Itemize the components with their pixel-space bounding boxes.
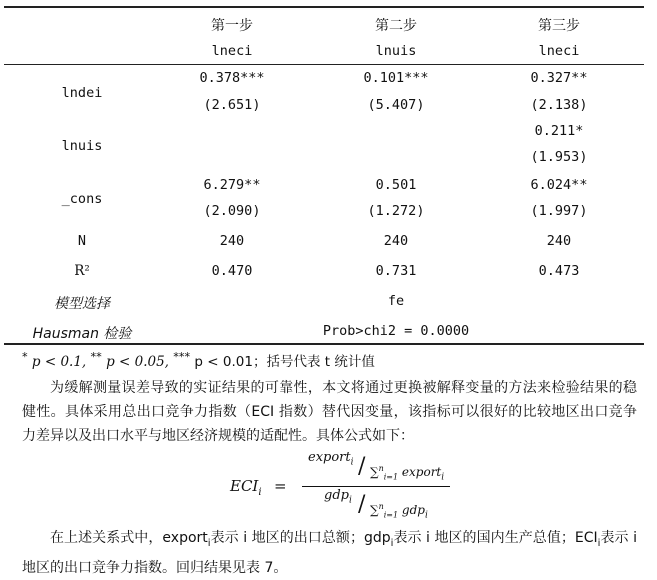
para2-part-d: 表示 i 地区的出口竞争力指数。回归结果见表 7。 — [22, 530, 637, 576]
formula-den-bottom: ∑$^n_{i=1}$ gdp$_i$ — [370, 502, 428, 521]
para2-sub-3: i — [597, 537, 601, 549]
formula-den-top: gdp$_i$ — [324, 488, 352, 506]
r2-1: 0.470 — [211, 263, 253, 279]
se-cons-2: (1.272) — [367, 203, 425, 219]
header-var-3: lneci — [538, 43, 580, 59]
model-value: fe — [387, 293, 405, 309]
row-label-model: 模型选择 — [54, 296, 110, 312]
table-top-rule — [4, 6, 644, 8]
formula-num-top: export$_i$ — [308, 450, 354, 468]
row-label-n: N — [77, 233, 87, 249]
header-var-2: lnuis — [375, 43, 417, 59]
r2-3: 0.473 — [538, 263, 580, 279]
header-var-1: lneci — [211, 43, 253, 59]
para2-part-a: 在上述关系式中，export — [50, 530, 208, 546]
coef-lndei-1: 0.378*** — [199, 70, 265, 86]
row-label-lnuis: lnuis — [61, 138, 103, 154]
table-header-rule — [4, 64, 644, 65]
note-star-1: * — [22, 350, 28, 364]
coef-lndei-2: 0.101*** — [363, 70, 429, 86]
coef-cons-2: 0.501 — [375, 177, 417, 193]
se-lndei-3: (2.138) — [530, 97, 588, 113]
paragraph-1: 为缓解测量误差导致的实证结果的可靠性，本文将通过更换被解释变量的方法来检验结果的稳健性。具体采用总出口竞争力指数（ECI 指数）替代因变量，该指标可以很好的比较地区出口竞争力差异以及出口水平与地区经济规模的适配性。具体公式如下： — [22, 380, 637, 444]
para2-sub-2: i — [390, 537, 394, 549]
hausman-value: Prob>chi2 = 0.0000 — [322, 323, 470, 339]
coef-lndei-3: 0.327** — [530, 70, 588, 86]
formula-eq: = — [274, 477, 287, 495]
eci-formula — [230, 452, 450, 522]
header-step-1: 第一步 — [211, 18, 253, 34]
note-p3: p < 0.01；括号代表 t 统计值 — [194, 354, 375, 370]
paragraph-2 — [22, 526, 637, 580]
row-label-hausman: Hausman 检验 — [32, 326, 132, 342]
note-p1: p < 0.1, — [31, 354, 87, 370]
row-label-cons: _cons — [61, 191, 103, 207]
note-star-3: *** — [173, 350, 191, 364]
formula-fraction-bar — [302, 486, 450, 487]
note-star-2: ** — [90, 350, 102, 364]
coef-cons-3: 6.024** — [530, 177, 588, 193]
note-p2: p < 0.05, — [106, 354, 169, 370]
header-step-3: 第三步 — [538, 18, 580, 34]
table-bottom-rule — [4, 343, 644, 345]
n-3: 240 — [546, 233, 572, 249]
se-lnuis-3: (1.953) — [530, 149, 588, 165]
formula-den-slash: / — [358, 492, 366, 517]
r2-2: 0.731 — [375, 263, 417, 279]
n-2: 240 — [383, 233, 409, 249]
formula-lhs: $ECI_i$ — [230, 477, 262, 498]
n-1: 240 — [219, 233, 245, 249]
coef-cons-1: 6.279** — [203, 177, 261, 193]
formula-num-bottom: ∑$^n_{i=1}$ export$_i$ — [370, 464, 445, 483]
para2-part-c: 表示 i 地区的国内生产总值；ECI — [393, 530, 598, 546]
se-cons-3: (1.997) — [530, 203, 588, 219]
se-lndei-1: (2.651) — [203, 97, 261, 113]
table-note — [22, 350, 375, 370]
para2-sub-1: i — [207, 537, 211, 549]
para2-part-b: 表示 i 地区的出口总额；gdp — [210, 530, 391, 546]
formula-num-slash: / — [358, 454, 366, 479]
se-cons-1: (2.090) — [203, 203, 261, 219]
header-step-2: 第二步 — [375, 18, 417, 34]
row-label-r2: R² — [74, 263, 90, 279]
se-lndei-2: (5.407) — [367, 97, 425, 113]
coef-lnuis-3: 0.211* — [534, 123, 584, 139]
row-label-lndei: lndei — [61, 85, 103, 101]
